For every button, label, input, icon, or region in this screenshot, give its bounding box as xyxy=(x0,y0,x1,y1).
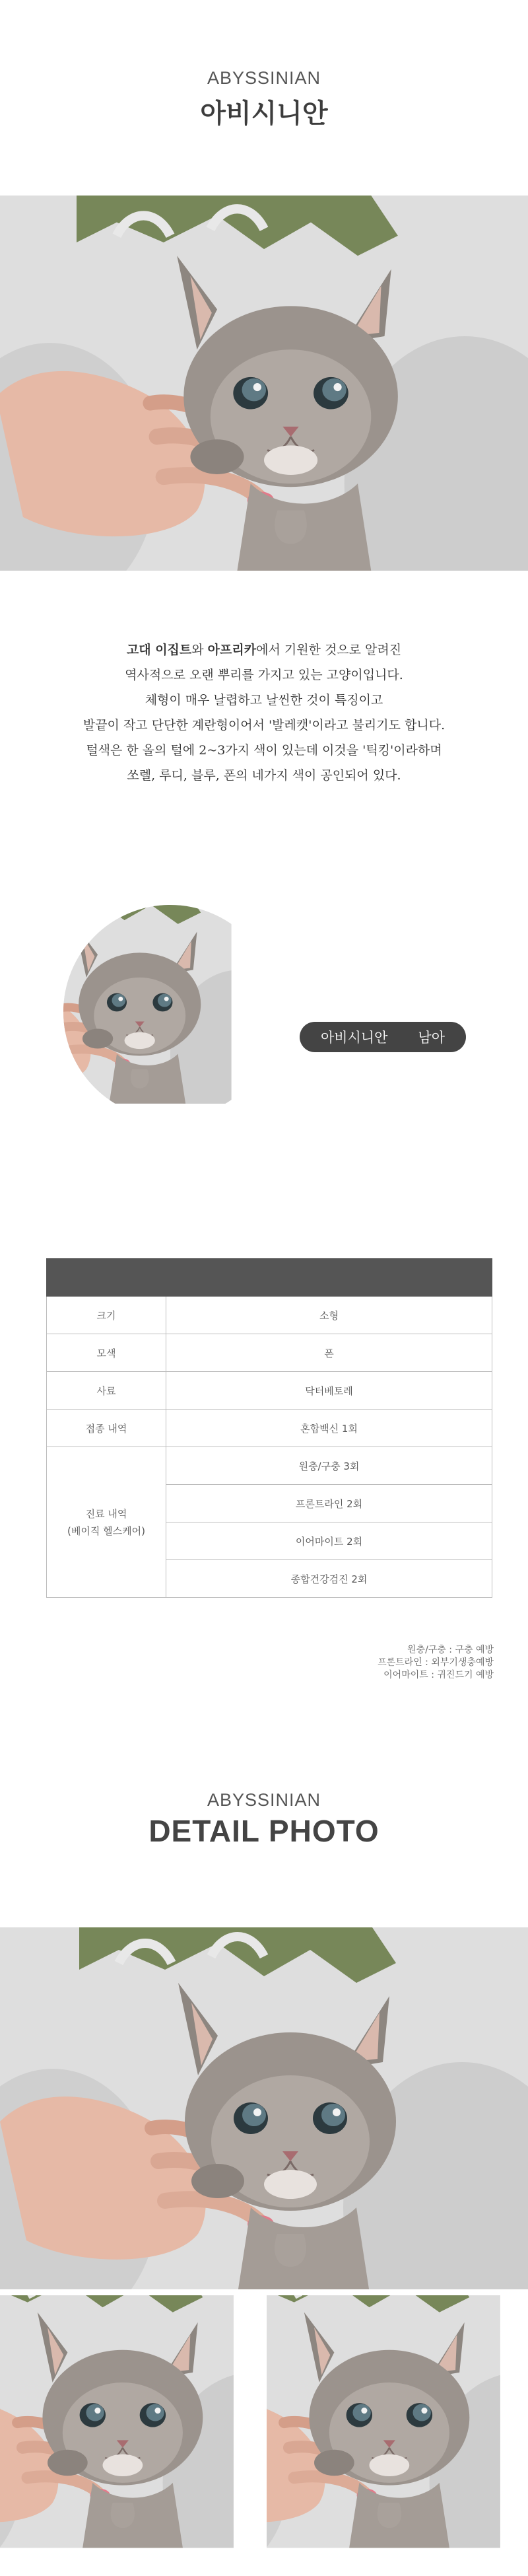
description-line-1: 고대 이집트와 아프리카에서 기원한 것으로 알려진 xyxy=(126,643,402,657)
care-label: 진료 내역 (베이직 헬스케어) xyxy=(47,1447,166,1598)
row-value: 소형 xyxy=(166,1297,492,1334)
description-line-6: 쏘렐, 루디, 블루, 폰의 네가지 색이 공인되어 있다. xyxy=(127,768,401,783)
table-row xyxy=(47,1410,492,1447)
note-line: 프론트라인 : 외부기생충예방 xyxy=(378,1657,494,1668)
note-line: 원충/구충 : 구충 예방 xyxy=(407,1645,494,1655)
row-value: 폰 xyxy=(166,1334,492,1372)
detail-photo-large xyxy=(0,1927,528,2289)
table-row xyxy=(47,1297,492,1334)
intro-title: 아비시니안 xyxy=(200,98,328,129)
kitten-photo xyxy=(0,196,528,571)
care-value: 종합건강검진 2회 xyxy=(166,1560,492,1598)
row-label: 모색 xyxy=(47,1334,166,1372)
profile-gender: 남아 xyxy=(418,1030,445,1046)
spec-table xyxy=(46,1258,492,1598)
description-line-5: 털색은 한 올의 털에 2~3가지 색이 있는데 이것을 '틱킹'이라하며 xyxy=(86,743,442,758)
table-row xyxy=(47,1372,492,1410)
kitten-photo xyxy=(0,1927,528,2289)
row-label: 사료 xyxy=(47,1372,166,1410)
detail-photo-right xyxy=(267,2295,528,2576)
kitten-portrait xyxy=(63,905,277,1119)
profile-photo xyxy=(63,905,277,1119)
row-value: 혼합백신 1회 xyxy=(166,1410,492,1447)
detail-photo-left xyxy=(0,2295,261,2576)
care-value: 원충/구충 3회 xyxy=(166,1447,492,1485)
care-value: 이어마이트 2회 xyxy=(166,1522,492,1560)
profile-breed: 아비시니안 xyxy=(320,1030,388,1046)
table-row xyxy=(47,1334,492,1372)
care-value: 프론트라인 2회 xyxy=(166,1485,492,1522)
row-label: 크기 xyxy=(47,1297,166,1334)
kitten-photo xyxy=(0,2295,261,2576)
detail-eyebrow: ABYSSINIAN xyxy=(207,1790,321,1810)
table-header xyxy=(47,1259,492,1297)
row-value: 닥터베토레 xyxy=(166,1372,492,1410)
description-line-4: 발끝이 작고 단단한 계란형이어서 '발레캣'이라고 불리기도 합니다. xyxy=(82,718,446,733)
description-line-2: 역사적으로 오랜 뿌리를 가지고 있는 고양이입니다. xyxy=(125,668,403,682)
kitten-photo xyxy=(267,2295,528,2576)
breed-description xyxy=(0,637,528,788)
description-line-3: 체형이 매우 날렵하고 날씬한 것이 특징이고 xyxy=(145,693,383,707)
detail-title: DETAIL PHOTO xyxy=(148,1814,380,1848)
profile-badge xyxy=(300,1022,466,1052)
intro-eyebrow: ABYSSINIAN xyxy=(207,68,321,88)
hero-photo xyxy=(0,196,528,571)
row-label: 접종 내역 xyxy=(47,1410,166,1447)
table-row xyxy=(47,1447,492,1485)
note-line: 이어마이트 : 귀진드기 예방 xyxy=(383,1670,494,1680)
care-notes xyxy=(378,1644,494,1682)
